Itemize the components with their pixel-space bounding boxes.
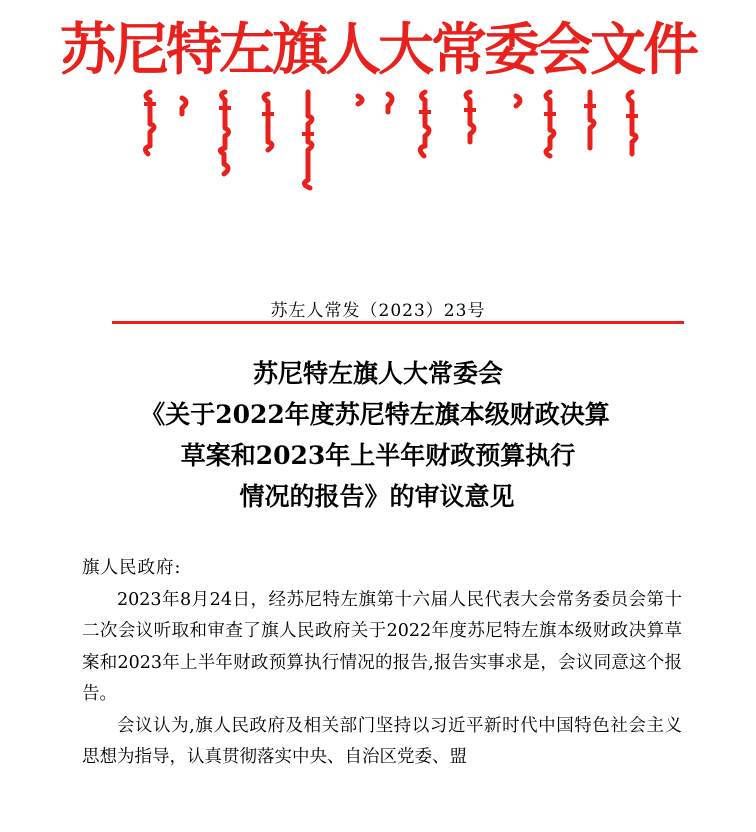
paragraph-2: 会议认为,旗人民政府及相关部门坚持以习近平新时代中国特色社会主义思想为指导，认真贯彻落实中央、自治区党委、盟 — [82, 715, 682, 767]
mongolian-script-title — [120, 84, 660, 194]
document-body — [82, 553, 682, 774]
document-title — [0, 353, 756, 517]
paragraph-1: 2023年8月24日，经苏尼特左旗第十六届人民代表大会常务委员会第十二次会议听取和审查了旗人民政府关于2022年度苏尼特左旗本级财政决算草案和2023年上半年财政预算执行情况的报告,报告实事求是，会议同意这个报告。 — [82, 589, 682, 704]
title-line-1: 苏尼特左旗人大常委会 — [252, 359, 503, 388]
title-line-3: 草案和2023年上半年财政预算执行 — [180, 441, 576, 470]
title-line-4: 情况的报告》的审议意见 — [239, 482, 515, 511]
document-number: 苏左人常发（2023）23号 — [270, 301, 486, 321]
red-divider-line — [112, 321, 684, 324]
document-header-title: 苏尼特左旗人大常委会文件 — [60, 17, 696, 83]
title-line-2: 《关于2022年度苏尼特左旗本级财政决算 — [140, 400, 610, 429]
salutation: 旗人民政府: — [82, 558, 182, 578]
